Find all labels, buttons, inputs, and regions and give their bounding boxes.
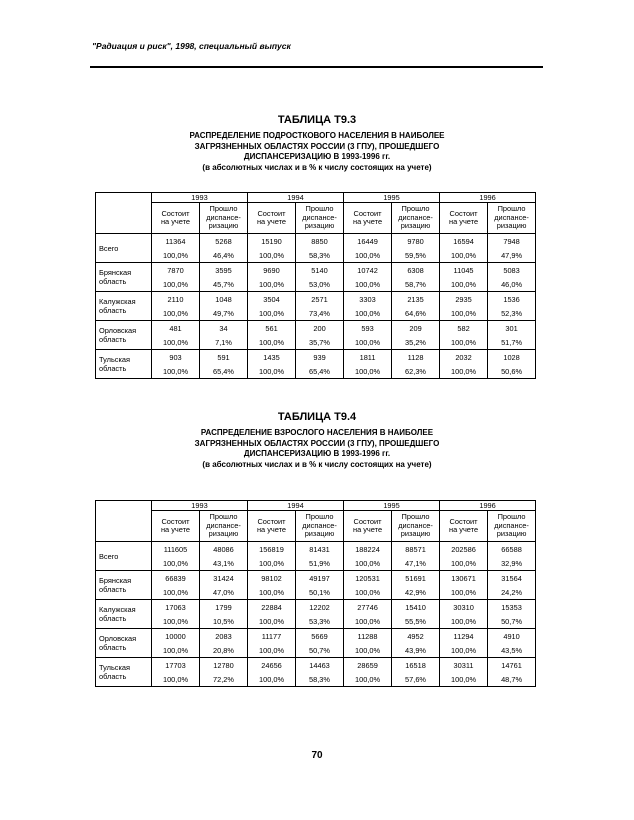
abs-value: 111605 xyxy=(152,542,200,557)
subheader-line: на учете xyxy=(352,525,383,534)
subheader-line: диспансе- xyxy=(206,212,241,222)
year-header: 1995 xyxy=(344,501,440,511)
subheader-line: ризацию xyxy=(208,221,239,231)
abs-value: 209 xyxy=(392,321,440,336)
examined-header xyxy=(488,511,536,542)
percent-value: 45,7% xyxy=(200,277,248,292)
subheader-line: диспансе- xyxy=(494,212,529,222)
percent-value: 32,9% xyxy=(488,556,536,571)
abs-value: 81431 xyxy=(296,542,344,557)
region-label xyxy=(96,658,152,687)
abs-value: 2571 xyxy=(296,292,344,307)
abs-value: 98102 xyxy=(248,571,296,586)
percent-value: 100,0% xyxy=(248,585,296,600)
percent-value: 50,7% xyxy=(488,614,536,629)
percent-value: 24,2% xyxy=(488,585,536,600)
abs-value: 9690 xyxy=(248,263,296,278)
subheader-line: Прошло xyxy=(209,512,238,522)
examined-header xyxy=(488,203,536,234)
percent-value: 35,7% xyxy=(296,335,344,350)
abs-value: 15353 xyxy=(488,600,536,615)
examined-header xyxy=(392,511,440,542)
percent-value: 100,0% xyxy=(344,248,392,263)
abs-value: 31424 xyxy=(200,571,248,586)
registered-header xyxy=(248,203,296,234)
percent-value: 100,0% xyxy=(248,335,296,350)
abs-value: 1128 xyxy=(392,350,440,365)
region-label-line: область xyxy=(99,614,127,623)
abs-value: 49197 xyxy=(296,571,344,586)
subheader-line: диспансе- xyxy=(494,520,529,530)
percent-value: 100,0% xyxy=(440,556,488,571)
subtitle-line: ЗАГРЯЗНЕННЫХ ОБЛАСТЯХ РОССИИ (3 ГПУ), ПРОШЕДШЕГО xyxy=(194,438,440,448)
percent-value: 59,5% xyxy=(392,248,440,263)
abs-value: 188224 xyxy=(344,542,392,557)
percent-value: 100,0% xyxy=(440,335,488,350)
abs-value: 88571 xyxy=(392,542,440,557)
percent-value: 43,5% xyxy=(488,643,536,658)
running-header: "Радиация и риск", 1998, специальный выпуск xyxy=(92,41,291,51)
abs-value: 15410 xyxy=(392,600,440,615)
percent-value: 46,0% xyxy=(488,277,536,292)
subtitle-line: РАСПРЕДЕЛЕНИЕ ВЗРОСЛОГО НАСЕЛЕНИЯ В НАИБОЛЕЕ xyxy=(200,428,434,437)
subheader-line: Прошло xyxy=(497,512,526,522)
percent-value: 50,1% xyxy=(296,585,344,600)
abs-value: 200 xyxy=(296,321,344,336)
abs-value: 10000 xyxy=(152,629,200,644)
registered-header xyxy=(344,203,392,234)
table-row-percent xyxy=(96,364,536,379)
percent-value: 100,0% xyxy=(248,248,296,263)
percent-value: 100,0% xyxy=(344,364,392,379)
abs-value: 2110 xyxy=(152,292,200,307)
year-header: 1994 xyxy=(248,193,344,203)
abs-value: 156819 xyxy=(248,542,296,557)
examined-header xyxy=(200,511,248,542)
percent-value: 43,1% xyxy=(200,556,248,571)
percent-value: 100,0% xyxy=(440,306,488,321)
header-rule xyxy=(90,66,543,68)
subheader-line: Прошло xyxy=(305,204,334,214)
percent-value: 100,0% xyxy=(152,585,200,600)
abs-value: 5140 xyxy=(296,263,344,278)
abs-value: 15190 xyxy=(248,234,296,249)
examined-header xyxy=(296,511,344,542)
registered-header xyxy=(344,511,392,542)
subheader-line: Прошло xyxy=(401,512,430,522)
percent-value: 65,4% xyxy=(200,364,248,379)
table-row xyxy=(96,571,536,586)
percent-value: 47,1% xyxy=(392,556,440,571)
subheader-line: на учете xyxy=(449,525,479,534)
abs-value: 120531 xyxy=(344,571,392,586)
abs-value: 10742 xyxy=(344,263,392,278)
abs-value: 1048 xyxy=(200,292,248,307)
subheader-line: Прошло xyxy=(305,512,334,522)
region-label xyxy=(96,321,152,350)
abs-value: 3595 xyxy=(200,263,248,278)
percent-value: 53,0% xyxy=(296,277,344,292)
abs-value: 16518 xyxy=(392,658,440,673)
abs-value: 2032 xyxy=(440,350,488,365)
percent-value: 43,9% xyxy=(392,643,440,658)
percent-value: 10,5% xyxy=(200,614,248,629)
abs-value: 6308 xyxy=(392,263,440,278)
percent-value: 58,3% xyxy=(296,248,344,263)
region-label-line: область xyxy=(99,306,127,315)
percent-value: 35,2% xyxy=(392,335,440,350)
abs-value: 48086 xyxy=(200,542,248,557)
abs-value: 30311 xyxy=(440,658,488,673)
abs-value: 1799 xyxy=(200,600,248,615)
subheader-line: Состоит xyxy=(449,208,478,218)
subheader-line: Состоит xyxy=(353,516,382,526)
percent-value: 57,6% xyxy=(392,672,440,687)
table-row xyxy=(96,263,536,278)
examined-header xyxy=(296,203,344,234)
table-row-percent xyxy=(96,248,536,263)
table-row-percent xyxy=(96,556,536,571)
year-header: 1995 xyxy=(344,193,440,203)
percent-value: 100,0% xyxy=(152,672,200,687)
percent-value: 100,0% xyxy=(440,585,488,600)
subheader-line: Прошло xyxy=(497,204,526,214)
abs-value: 1028 xyxy=(488,350,536,365)
abs-value: 8850 xyxy=(296,234,344,249)
percent-value: 100,0% xyxy=(344,277,392,292)
table-row xyxy=(96,542,536,557)
percent-value: 100,0% xyxy=(440,672,488,687)
table-row xyxy=(96,292,536,307)
region-label-line: область xyxy=(99,277,127,286)
abs-value: 2135 xyxy=(392,292,440,307)
subheader-line: Состоит xyxy=(257,208,286,218)
percent-value: 100,0% xyxy=(248,556,296,571)
percent-value: 100,0% xyxy=(248,672,296,687)
percent-value: 100,0% xyxy=(344,643,392,658)
abs-value: 11364 xyxy=(152,234,200,249)
region-label-line: Брянская xyxy=(99,268,132,277)
percent-value: 48,7% xyxy=(488,672,536,687)
abs-value: 3504 xyxy=(248,292,296,307)
subheader-line: Состоит xyxy=(353,208,382,218)
abs-value: 30310 xyxy=(440,600,488,615)
percent-value: 50,7% xyxy=(296,643,344,658)
table-row-percent xyxy=(96,614,536,629)
abs-value: 130671 xyxy=(440,571,488,586)
abs-value: 34 xyxy=(200,321,248,336)
registered-header xyxy=(440,511,488,542)
table-row xyxy=(96,629,536,644)
abs-value: 7870 xyxy=(152,263,200,278)
percent-value: 100,0% xyxy=(152,277,200,292)
subheader-line: ризацию xyxy=(208,529,239,539)
registered-header xyxy=(152,203,200,234)
region-label xyxy=(96,542,152,571)
abs-value: 51691 xyxy=(392,571,440,586)
table-row xyxy=(96,658,536,673)
subtitle-line: (в абсолютных числах и в % к числу состоящих на учете) xyxy=(202,162,432,172)
subheader-line: Состоит xyxy=(449,516,478,526)
examined-header xyxy=(200,203,248,234)
region-label-line: область xyxy=(99,672,127,681)
year-header: 1996 xyxy=(440,193,536,203)
table-row-percent xyxy=(96,585,536,600)
year-header: 1993 xyxy=(152,193,248,203)
subheader-line: Состоит xyxy=(161,516,190,526)
header-corner xyxy=(96,193,152,234)
percent-value: 100,0% xyxy=(440,643,488,658)
region-label-line: Орловская xyxy=(99,326,137,335)
region-label xyxy=(96,292,152,321)
subheader-line: на учете xyxy=(256,525,287,534)
percent-value: 53,3% xyxy=(296,614,344,629)
region-label-line: Всего xyxy=(99,243,119,253)
abs-value: 1811 xyxy=(344,350,392,365)
abs-value: 11177 xyxy=(248,629,296,644)
percent-value: 58,7% xyxy=(392,277,440,292)
subheader-line: ризацию xyxy=(304,221,335,231)
subheader-line: Прошло xyxy=(209,204,238,214)
abs-value: 1536 xyxy=(488,292,536,307)
page-number: 70 xyxy=(311,750,323,761)
percent-value: 100,0% xyxy=(152,614,200,629)
region-label-line: Брянская xyxy=(99,576,132,585)
abs-value: 2083 xyxy=(200,629,248,644)
region-label-line: Тульская xyxy=(99,355,130,364)
percent-value: 100,0% xyxy=(152,335,200,350)
percent-value: 46,4% xyxy=(200,248,248,263)
subheader-line: диспансе- xyxy=(302,520,337,530)
table-title: ТАБЛИЦА Т9.3 xyxy=(277,114,357,126)
abs-value: 31564 xyxy=(488,571,536,586)
abs-value: 14761 xyxy=(488,658,536,673)
table-row xyxy=(96,350,536,365)
abs-value: 27746 xyxy=(344,600,392,615)
table-row-percent xyxy=(96,277,536,292)
subtitle-line: РАСПРЕДЕЛЕНИЕ ПОДРОСТКОВОГО НАСЕЛЕНИЯ В НАИБОЛЕЕ xyxy=(189,131,445,140)
subheader-line: на учете xyxy=(256,217,287,226)
percent-value: 65,4% xyxy=(296,364,344,379)
table-row xyxy=(96,321,536,336)
percent-value: 51,9% xyxy=(296,556,344,571)
percent-value: 100,0% xyxy=(440,614,488,629)
subheader-line: Состоит xyxy=(257,516,286,526)
percent-value: 62,3% xyxy=(392,364,440,379)
percent-value: 100,0% xyxy=(344,585,392,600)
registered-header xyxy=(152,511,200,542)
subheader-line: на учете xyxy=(449,217,479,226)
subtitle-line: ЗАГРЯЗНЕННЫХ ОБЛАСТЯХ РОССИИ (3 ГПУ), ПРОШЕДШЕГО xyxy=(194,141,440,151)
abs-value: 5669 xyxy=(296,629,344,644)
region-label-line: Калужская xyxy=(99,297,136,306)
abs-value: 1435 xyxy=(248,350,296,365)
abs-value: 561 xyxy=(248,321,296,336)
abs-value: 16449 xyxy=(344,234,392,249)
subtitle-line: ДИСПАНСЕРИЗАЦИЮ В 1993-1996 гг. xyxy=(243,449,391,458)
percent-value: 100,0% xyxy=(248,277,296,292)
percent-value: 100,0% xyxy=(152,306,200,321)
abs-value: 11294 xyxy=(440,629,488,644)
subheader-line: на учете xyxy=(352,217,383,226)
subheader-line: Прошло xyxy=(401,204,430,214)
subheader-line: ризацию xyxy=(496,221,527,231)
header-corner xyxy=(96,501,152,542)
table-row-percent xyxy=(96,643,536,658)
percent-value: 20,8% xyxy=(200,643,248,658)
percent-value: 100,0% xyxy=(440,248,488,263)
abs-value: 4910 xyxy=(488,629,536,644)
percent-value: 64,6% xyxy=(392,306,440,321)
abs-value: 16594 xyxy=(440,234,488,249)
percent-value: 47,9% xyxy=(488,248,536,263)
percent-value: 100,0% xyxy=(152,248,200,263)
abs-value: 582 xyxy=(440,321,488,336)
subheader-line: диспансе- xyxy=(302,212,337,222)
abs-value: 301 xyxy=(488,321,536,336)
abs-value: 17703 xyxy=(152,658,200,673)
abs-value: 12202 xyxy=(296,600,344,615)
subheader-line: на учете xyxy=(160,525,191,534)
percent-value: 50,6% xyxy=(488,364,536,379)
registered-header xyxy=(440,203,488,234)
abs-value: 22884 xyxy=(248,600,296,615)
percent-value: 100,0% xyxy=(248,306,296,321)
abs-value: 3303 xyxy=(344,292,392,307)
abs-value: 903 xyxy=(152,350,200,365)
abs-value: 202586 xyxy=(440,542,488,557)
subheader-line: ризацию xyxy=(304,529,335,539)
subheader-line: диспансе- xyxy=(398,212,433,222)
abs-value: 11045 xyxy=(440,263,488,278)
abs-value: 12780 xyxy=(200,658,248,673)
region-label xyxy=(96,350,152,379)
abs-value: 481 xyxy=(152,321,200,336)
percent-value: 100,0% xyxy=(344,335,392,350)
region-label-line: Калужская xyxy=(99,605,136,614)
table-subtitle xyxy=(0,131,634,173)
abs-value: 593 xyxy=(344,321,392,336)
table-row xyxy=(96,234,536,249)
percent-value: 51,7% xyxy=(488,335,536,350)
abs-value: 939 xyxy=(296,350,344,365)
year-header: 1994 xyxy=(248,501,344,511)
region-label xyxy=(96,600,152,629)
percent-value: 100,0% xyxy=(248,614,296,629)
subtitle-line: ДИСПАНСЕРИЗАЦИЮ В 1993-1996 гг. xyxy=(243,152,391,161)
percent-value: 100,0% xyxy=(344,614,392,629)
table-row-percent xyxy=(96,335,536,350)
percent-value: 55,5% xyxy=(392,614,440,629)
region-label xyxy=(96,263,152,292)
table-subtitle xyxy=(0,428,634,470)
percent-value: 7,1% xyxy=(200,335,248,350)
data-table xyxy=(95,192,536,379)
percent-value: 47,0% xyxy=(200,585,248,600)
abs-value: 17063 xyxy=(152,600,200,615)
percent-value: 42,9% xyxy=(392,585,440,600)
percent-value: 100,0% xyxy=(248,364,296,379)
region-label-line: область xyxy=(99,364,127,373)
table-row-percent xyxy=(96,672,536,687)
percent-value: 100,0% xyxy=(344,306,392,321)
table-row xyxy=(96,600,536,615)
abs-value: 11288 xyxy=(344,629,392,644)
percent-value: 100,0% xyxy=(344,556,392,571)
abs-value: 7948 xyxy=(488,234,536,249)
subheader-line: ризацию xyxy=(496,529,527,539)
percent-value: 73,4% xyxy=(296,306,344,321)
abs-value: 28659 xyxy=(344,658,392,673)
percent-value: 100,0% xyxy=(152,364,200,379)
abs-value: 24656 xyxy=(248,658,296,673)
region-label-line: Орловская xyxy=(99,634,137,643)
subheader-line: диспансе- xyxy=(206,520,241,530)
region-label-line: Тульская xyxy=(99,663,130,672)
percent-value: 72,2% xyxy=(200,672,248,687)
percent-value: 100,0% xyxy=(440,277,488,292)
percent-value: 52,3% xyxy=(488,306,536,321)
year-header: 1996 xyxy=(440,501,536,511)
region-label xyxy=(96,629,152,658)
abs-value: 5083 xyxy=(488,263,536,278)
table-row-percent xyxy=(96,306,536,321)
percent-value: 100,0% xyxy=(248,643,296,658)
percent-value: 100,0% xyxy=(152,556,200,571)
subheader-line: ризацию xyxy=(400,221,431,231)
region-label-line: область xyxy=(99,585,127,594)
subheader-line: ризацию xyxy=(400,529,431,539)
data-table xyxy=(95,500,536,687)
abs-value: 9780 xyxy=(392,234,440,249)
abs-value: 5268 xyxy=(200,234,248,249)
abs-value: 14463 xyxy=(296,658,344,673)
region-label xyxy=(96,234,152,263)
region-label-line: Всего xyxy=(99,551,119,561)
table-title: ТАБЛИЦА Т9.4 xyxy=(277,411,357,423)
percent-value: 100,0% xyxy=(440,364,488,379)
subheader-line: Состоит xyxy=(161,208,190,218)
region-label-line: область xyxy=(99,335,127,344)
registered-header xyxy=(248,511,296,542)
abs-value: 2935 xyxy=(440,292,488,307)
examined-header xyxy=(392,203,440,234)
subheader-line: на учете xyxy=(160,217,191,226)
abs-value: 66839 xyxy=(152,571,200,586)
region-label-line: область xyxy=(99,643,127,652)
percent-value: 100,0% xyxy=(344,672,392,687)
percent-value: 100,0% xyxy=(152,643,200,658)
percent-value: 49,7% xyxy=(200,306,248,321)
abs-value: 4952 xyxy=(392,629,440,644)
subheader-line: диспансе- xyxy=(398,520,433,530)
abs-value: 591 xyxy=(200,350,248,365)
percent-value: 58,3% xyxy=(296,672,344,687)
subtitle-line: (в абсолютных числах и в % к числу состоящих на учете) xyxy=(202,459,432,469)
abs-value: 66588 xyxy=(488,542,536,557)
region-label xyxy=(96,571,152,600)
year-header: 1993 xyxy=(152,501,248,511)
